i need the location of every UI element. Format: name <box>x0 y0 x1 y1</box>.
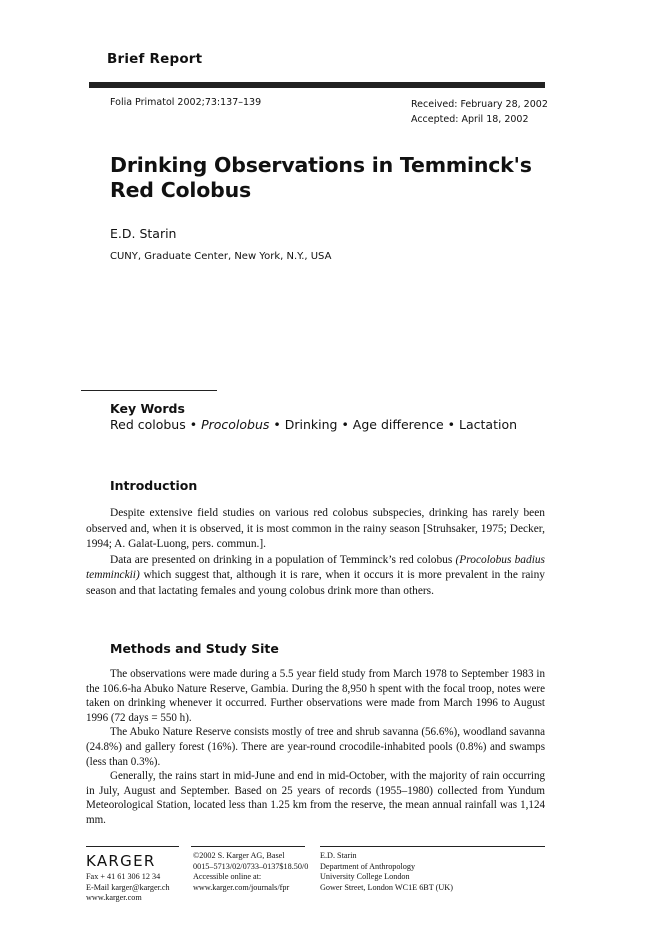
correspondence-address <box>320 851 453 893</box>
article-dates <box>411 97 548 127</box>
methods-body <box>86 667 545 828</box>
methods-heading: Methods and Study Site <box>110 641 279 656</box>
online-label: Accessible online at: <box>193 872 262 882</box>
publisher-fax: Fax + 41 61 306 12 34 <box>86 872 161 881</box>
introduction-body <box>86 506 545 600</box>
publisher-email[interactable]: E-Mail karger@karger.ch <box>86 882 170 892</box>
publisher-contact <box>86 872 170 904</box>
address-institution: University College London <box>320 872 410 882</box>
publisher-logo: KARGER <box>86 852 156 870</box>
footer-rule <box>320 846 545 847</box>
online-url[interactable]: www.karger.com/journals/fpr <box>193 882 290 892</box>
paragraph: The Abuko Nature Reserve consists mostly of tree and shrub savanna (56.6%), woodland savanna (24.8%) and gallery forest (16%). There are year-round crocodile-inhabited pools (0.8%) and swamps (less than 0.3%). <box>86 726 545 768</box>
issn: 0015–5713/02/0733–0137$18.50/0 <box>193 861 309 871</box>
author-name: E.D. Starin <box>110 226 177 241</box>
copyright-notice: ©2002 S. Karger AG, Basel <box>193 851 285 860</box>
keywords-heading: Key Words <box>110 401 185 416</box>
paragraph: Generally, the rains start in mid-June and end in mid-October, with the majority of rain occurring in July, August and September. Based on 25 years of records (1955–1980) collected from Yundum Meteorological Station, located less than 1.25 km from the reserve, the mean annual rainfall was 1,124 mm. <box>86 770 545 826</box>
journal-citation: Folia Primatol 2002;73:137–139 <box>110 97 262 108</box>
keyword: Drinking <box>284 417 338 432</box>
address-department: Department of Anthropology <box>320 861 416 871</box>
keyword-separator: • <box>269 417 285 432</box>
author-affiliation: CUNY, Graduate Center, New York, N.Y., USA <box>110 251 332 262</box>
address-name: E.D. Starin <box>320 851 357 860</box>
accepted-date: Accepted: April 18, 2002 <box>411 114 529 125</box>
keywords-rule <box>81 390 217 391</box>
footer-rule <box>191 846 305 847</box>
article-title <box>110 153 550 203</box>
copyright-block <box>193 851 308 893</box>
keyword: Age difference <box>352 417 444 432</box>
introduction-heading: Introduction <box>110 478 198 493</box>
paragraph: Despite extensive field studies on various red colobus subspecies, drinking has rarely been observed and, when it is observed, it is most common in the rainy season [Struhsaker, 1975; Decker, 1994; A. Galat-Luong, pers. commun.]. <box>86 507 545 551</box>
paragraph: The observations were made during a 5.5 year field study from March 1978 to September 1983 in the 106.6-ha Abuko Nature Reserve, Gambia. During the 8,950 h spent with the focal troop, notes were taken on drinking whenever it occurred. Further observations were made from March 1996 to August 1996 (72 days = 550 h). <box>86 668 545 724</box>
header-rule <box>89 82 545 88</box>
keyword: Red colobus <box>110 417 186 432</box>
keywords-list <box>110 417 517 432</box>
footer-rule <box>86 846 179 847</box>
keyword-separator: • <box>337 417 353 432</box>
keyword: Procolobus <box>201 417 270 432</box>
keyword-separator: • <box>185 417 202 432</box>
address-street: Gower Street, London WC1E 6BT (UK) <box>320 882 453 892</box>
paragraph: Data are presented on drinking in a population of Temminck’s red colobus (Procolobus badius temminckii) which suggest that, although it is rare, when it occurs it is more prevalent in the rainy season and that lactating females and young colobus drink more than others. <box>86 553 545 597</box>
publisher-website[interactable]: www.karger.com <box>86 893 142 903</box>
received-date: Received: February 28, 2002 <box>411 99 548 110</box>
title-line-1: Drinking Observations in Temminck's <box>110 153 532 177</box>
keyword: Lactation <box>459 417 518 432</box>
keyword-separator: • <box>443 417 460 432</box>
title-line-2: Red Colobus <box>110 178 252 202</box>
section-label: Brief Report <box>107 51 203 67</box>
